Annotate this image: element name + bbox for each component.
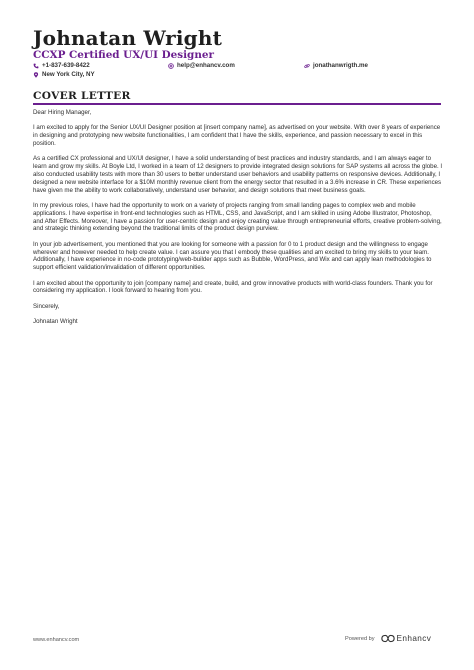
letter-closing: Sincerely, xyxy=(33,302,60,310)
enhancv-brand: Enhancv xyxy=(396,634,432,643)
applicant-title: CCXP Certified UX/UI Designer xyxy=(33,49,214,61)
letter-paragraph-5: I am excited about the opportunity to join [company name] and create, build, and grow innovative products with world-class founders. Thank you for considering my application. I look forward to hearing from you. xyxy=(33,279,433,295)
website-text[interactable]: jonathanwrigth.me xyxy=(313,62,369,69)
enhancv-logo-icon xyxy=(381,634,395,643)
footer-branding[interactable] xyxy=(345,634,431,643)
letter-body xyxy=(33,109,443,333)
contact-website[interactable] xyxy=(304,62,368,69)
link-icon xyxy=(304,63,310,69)
location-pin-icon xyxy=(33,72,39,78)
section-title: COVER LETTER xyxy=(33,90,131,102)
applicant-name: Johnatan Wright xyxy=(33,26,223,50)
letter-paragraph-1: I am excited to apply for the Senior UX/UI Designer position at [insert company name], as advertised on your website. With over 8 years of experience in designing and prototyping new website functionalities, I am confident that I have the skills, experience, and passion necessary to excel in this position. xyxy=(33,124,441,147)
letter-paragraph-3: In my previous roles, I have had the opportunity to work on a variety of projects ranging from small landing pages to complex web and mobile applications. I have expertise in front-end technologies such as HTML, CSS, and JavaScript, and I am skilled in using Adobe Illustrator, Photoshop, and After Effects. Moreover, I have a passion for user-centric design and enjoy creating value through entrepreneurial efforts, creative problem-solving, and strategic thinking extending beyond the traditional limits of the product design purview. xyxy=(33,201,442,233)
phone-icon xyxy=(33,63,39,69)
contact-location xyxy=(33,71,95,78)
location-text: New York City, NY xyxy=(42,71,95,78)
contact-email[interactable] xyxy=(168,62,235,69)
footer-url[interactable]: www.enhancv.com xyxy=(33,637,80,643)
powered-by-label: Powered by xyxy=(345,635,375,642)
letter-paragraph-2: As a certified CX professional and UX/UI designer, I have a solid understanding of best practices and industry standards, and I am always eager to learn and grow my skills. At Boyle Ltd, I worked in a team of 12 designers to provide integrated design solutions for SAP systems all across the globe. I also conducted usability tests with more than 30 users to better understand user behaviors and usability patterns on responsive devices. Additionally, I designed a new website interface for a $10M monthly revenue client from the energy sector that resulted in a 3.6% increase in CR. These experiences have given me the ability to work collaboratively, understand user behavior, and design solutions that meet business goals. xyxy=(33,155,443,194)
email-text[interactable]: help@enhancv.com xyxy=(177,62,235,69)
section-divider xyxy=(33,103,441,105)
contact-phone xyxy=(33,62,90,69)
letter-paragraph-4: In your job advertisement, you mentioned that you are looking for someone with a passion for 0 to 1 product design and the willingness to engage wherever and however needed to help create value. I can assure you that I embody these qualities and am excited to bring my skills to your team. Additionally, I have experience in no-code prototyping/web-builder apps such as Bubble, WordPress, and Wix and can apply lean methodologies to support efficient validation/invalidation of different opportunities. xyxy=(33,240,432,272)
letter-greeting: Dear Hiring Manager, xyxy=(33,109,92,116)
letter-signature: Johnatan Wright xyxy=(33,318,78,326)
at-sign-icon xyxy=(168,63,174,69)
phone-text: +1-837-639-8422 xyxy=(42,62,90,69)
